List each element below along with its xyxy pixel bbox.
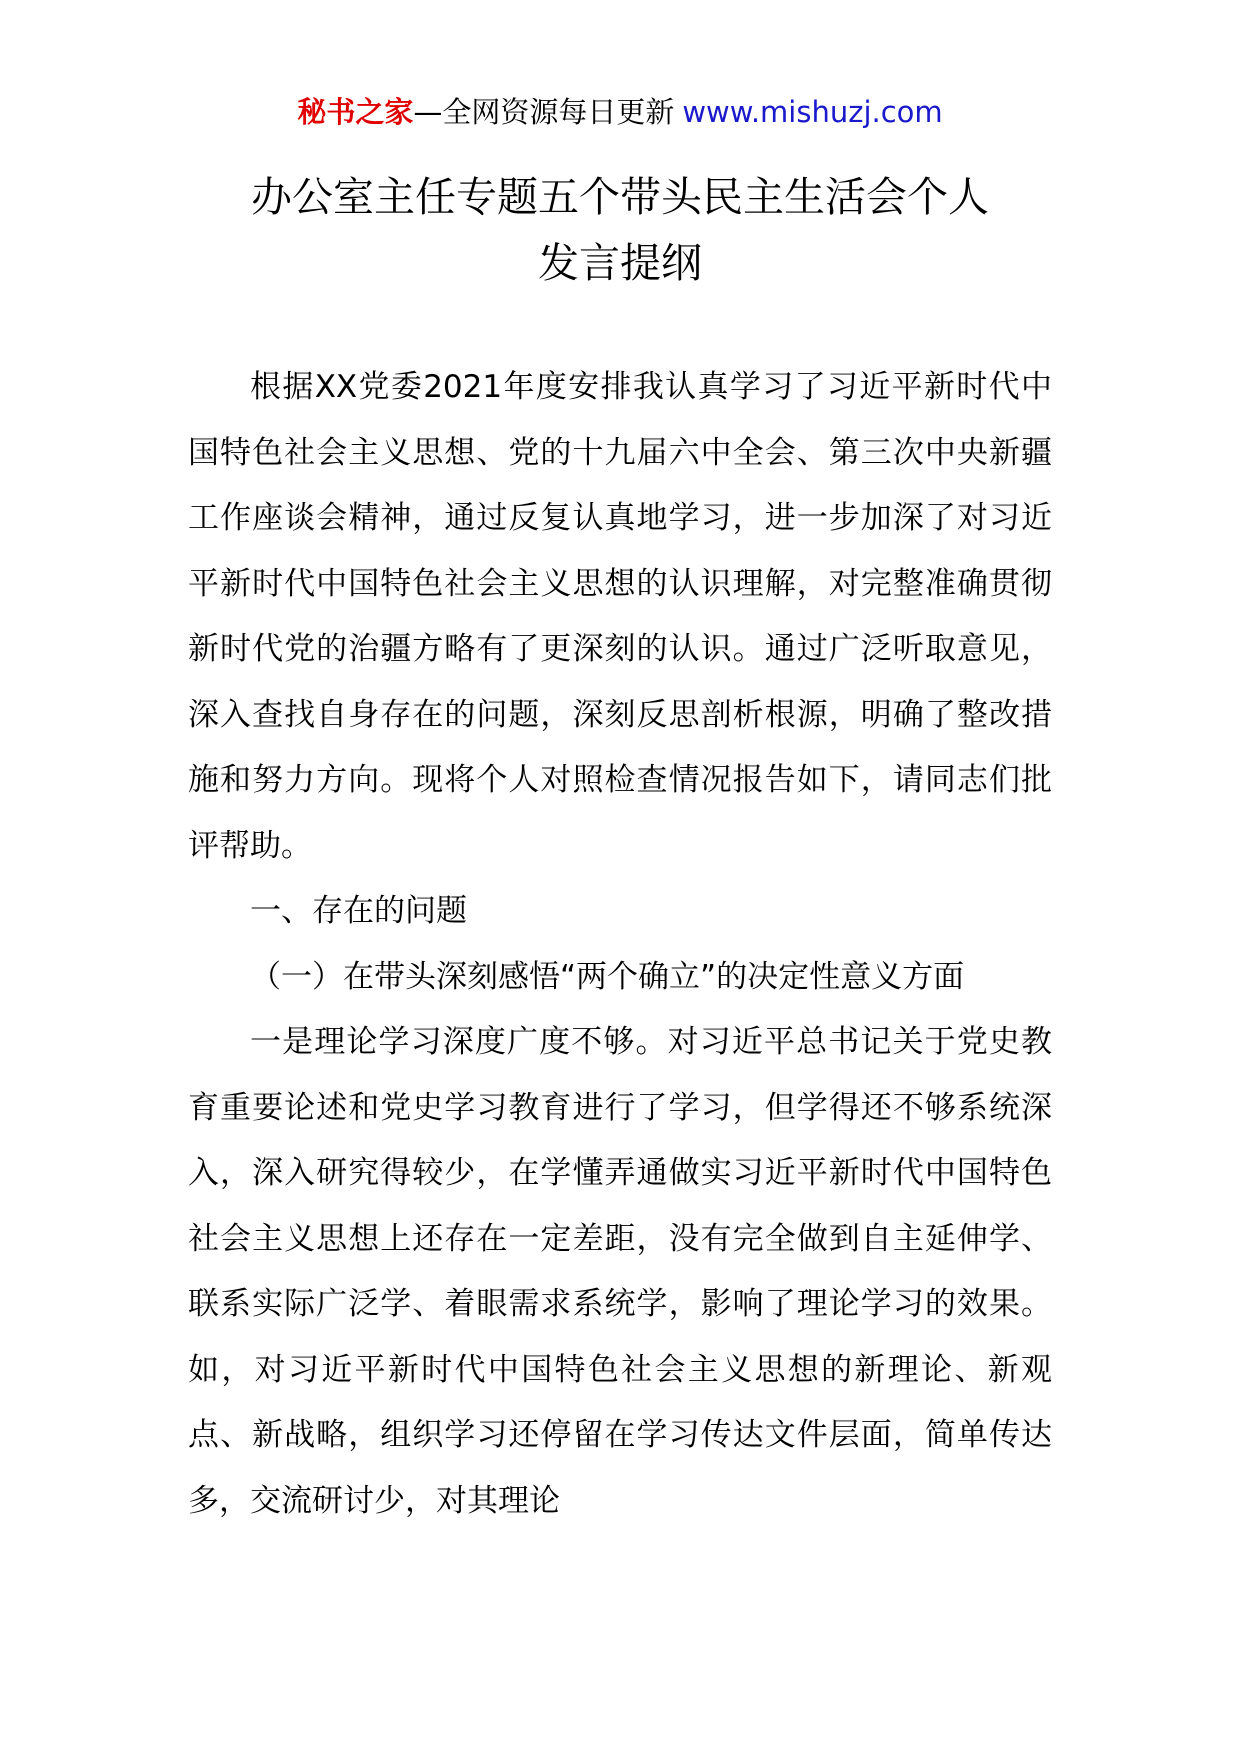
brand-name: 秘书之家 xyxy=(297,95,414,129)
subsection-heading: （一）在带头深刻感悟“两个确立”的决定性意义方面 xyxy=(250,958,965,995)
title-line-1: 办公室主任专题五个带头民主生活会个人 xyxy=(251,173,989,221)
section-heading: 一、存在的问题 xyxy=(250,893,467,929)
body-paragraph: 一是理论学习深度广度不够。对习近平总书记关于党史教育重要论述和党史学习教育进行了学习，但学得还不够系统深入，深入研究得较少，在学懂弄通做实习近平新时代中国特色社会主义思想上还存在一定差距，没有完全做到自主延伸学、联系实际广泛学、着眼需求系统学，影响了理论学习的效果。如，对习近平新时代中国特色社会主义思想的新理论、新观点、新战略，组织学习还停留在学习传达文件层面，简单传达多，交流研讨少，对其理论 xyxy=(188,1024,1052,1519)
document-body xyxy=(188,355,1052,1534)
site-header xyxy=(0,92,1240,132)
title-line-2: 发言提纲 xyxy=(538,239,702,287)
document-title xyxy=(180,164,1060,296)
intro-paragraph: 根据XX党委2021年度安排我认真学习了习近平新时代中国特色社会主义思想、党的十九届六中全会、第三次中央新疆工作座谈会精神，通过反复认真地学习，进一步加深了对习近平新时代中国特色社会主义思想的认识理解，对完整准确贯彻新时代党的治疆方略有了更深刻的认识。通过广泛听取意见，深入查找自身存在的问题，深刻反思剖析根源，明确了整改措施和努力方向。现将个人对照检查情况报告如下，请同志们批评帮助。 xyxy=(188,369,1052,864)
header-slogan: —全网资源每日更新 xyxy=(413,95,675,129)
site-url-link[interactable]: www.mishuzj.com xyxy=(682,95,943,129)
